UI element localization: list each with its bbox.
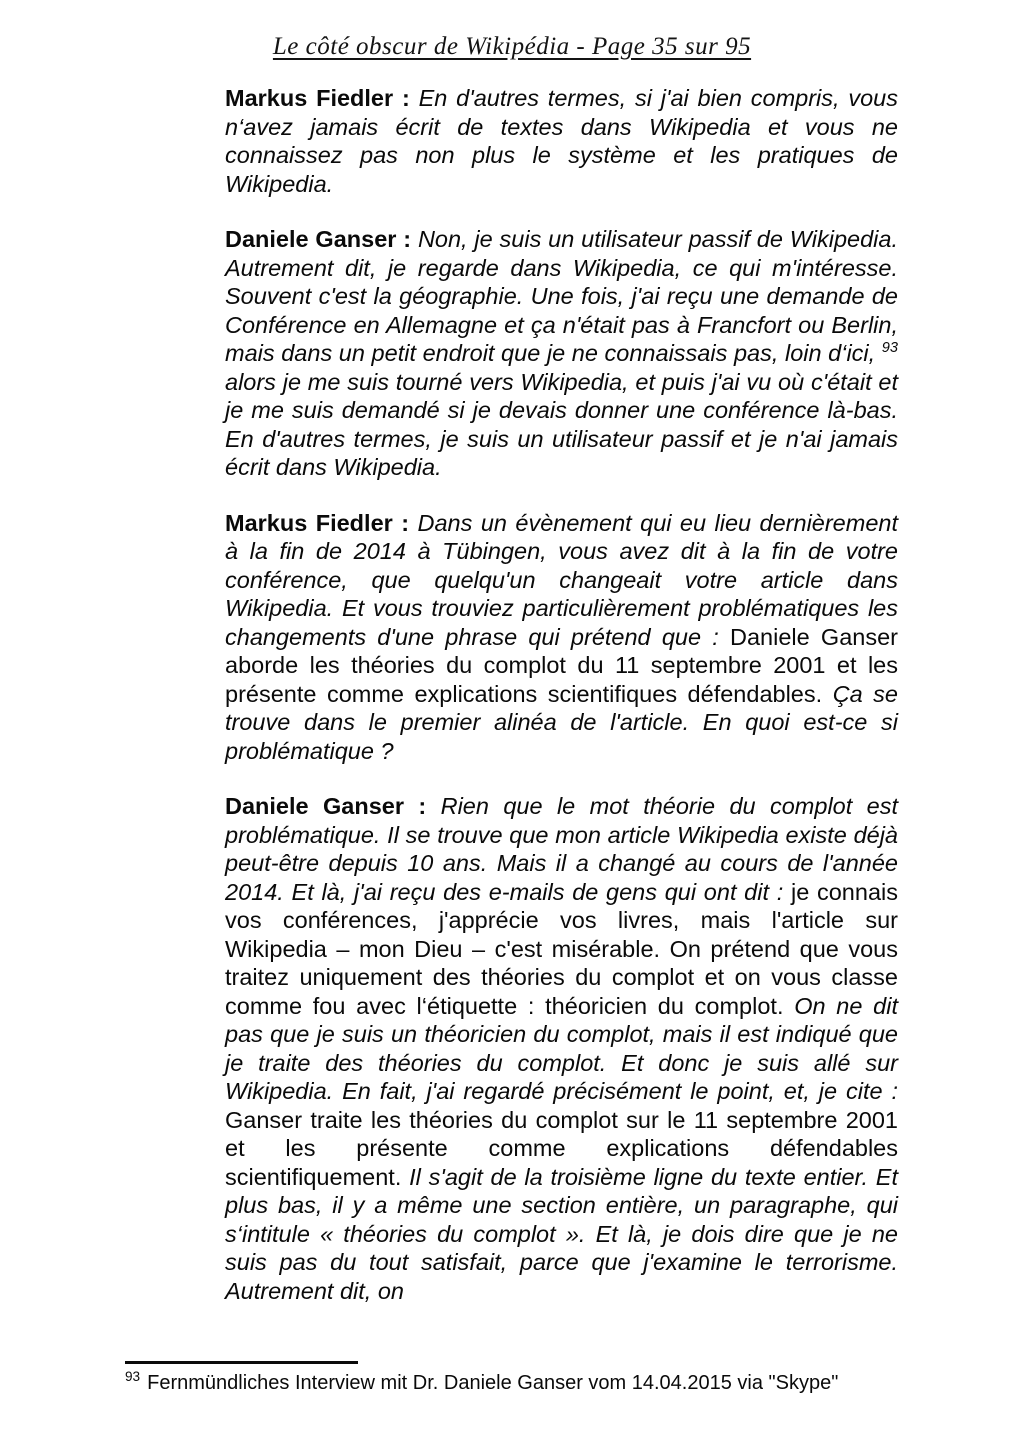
speaker-name: Markus Fiedler : <box>225 509 410 536</box>
speaker-name: Daniele Ganser : <box>225 226 412 252</box>
footnote <box>125 1370 905 1396</box>
paragraph <box>225 509 898 766</box>
dialogue-segment: alors je me suis tourné vers Wikipedia, et puis j'ai vu où c'était et je me suis demandé si je devais donner une conférence là-bas. En d'autres termes, je suis un utilisateur passif et je n'ai jamais écrit dans Wikipedia. <box>225 368 898 480</box>
dialogue-segment: 93 <box>881 340 898 357</box>
paragraph <box>225 84 898 198</box>
paragraph <box>225 225 898 482</box>
paragraph <box>225 792 898 1305</box>
dialogue-segment: je connais vos conférences, j'apprécie vos livres, mais l'article sur Wikipedia – mon Dieu – c'est misérable. On prétend que vous traitez uniquement des théories du complot et on vous classe comme fou avec l‘étiquette : théoricien du complot. <box>225 878 898 1019</box>
footnote-marker: 93 <box>125 1369 141 1385</box>
page-header: Le côté obscur de Wikipédia - Page 35 sur 95 <box>272 33 752 60</box>
speaker-name: Markus Fiedler : <box>225 85 410 111</box>
dialogue-segment: Ganser traite les théories du complot sur le 11 septembre 2001 et les présente comme explications défendables scientifiquement. <box>225 1106 898 1190</box>
dialogue-segment: Rien que le mot théorie du complot est problématique. Il se trouve que mon article Wikipedia existe déjà peut-être depuis 10 ans. Mais il a changé au cours de l'année 2014. Et là, j'ai reçu des e-mails de gens qui ont dit : <box>225 793 899 905</box>
dialogue-segment: On ne dit pas que je suis un théoricien du complot, mais il est indiqué que je traite des théories du complot. Et donc je suis allé sur Wikipedia. En fait, j'ai regardé précisément le point, et, je cite : <box>225 992 898 1104</box>
dialogue-segment: Non, je suis un utilisateur passif de Wikipedia. Autrement dit, je regarde dans Wikipedia, ce qui m'intéresse. Souvent c'est la géographie. Une fois, j'ai reçu une demande de Conférence en Allemagne et ça n'était pas à Francfort ou Berlin, mais dans un petit endroit que je ne connaissais pas, loin d‘ici, <box>225 226 898 366</box>
dialogue-segment: En d'autres termes, si j'ai bien compris, vous n‘avez jamais écrit de textes dans Wikipedia et vous ne connaissez pas non plus le système et les pratiques de Wikipedia. <box>225 85 899 197</box>
dialogue-segment: Il s'agit de la troisième ligne du texte entier. Et plus bas, il y a même une section entière, un paragraphe, qui s‘intitule « théories du complot ». Et là, je dois dire que je ne suis pas du tout satisfait, parce que j'examine le terrorisme. Autrement dit, on <box>225 1163 898 1304</box>
footnote-separator <box>125 1361 358 1364</box>
dialogue-segment: Dans un évènement qui eu lieu dernièrement à la fin de 2014 à Tübingen, vous avez dit à la fin de votre conférence, que quelqu'un changeait votre article dans Wikipedia. Et vous trouviez particulièrement problématiques les changements d'une phrase qui prétend que : <box>225 509 898 650</box>
dialogue-segment: Daniele Ganser aborde les théories du complot du 11 septembre 2001 et les présente comme explications scientifiques défendables. <box>225 623 898 707</box>
dialogue <box>225 84 898 1332</box>
dialogue-segment: Ça se trouve dans le premier alinéa de l'article. En quoi est-ce si problématique ? <box>225 680 898 764</box>
footnote-text: Fernmündliches Interview mit Dr. Daniele Ganser vom 14.04.2015 via "Skype" <box>147 1372 839 1394</box>
speaker-name: Daniele Ganser : <box>225 793 427 819</box>
